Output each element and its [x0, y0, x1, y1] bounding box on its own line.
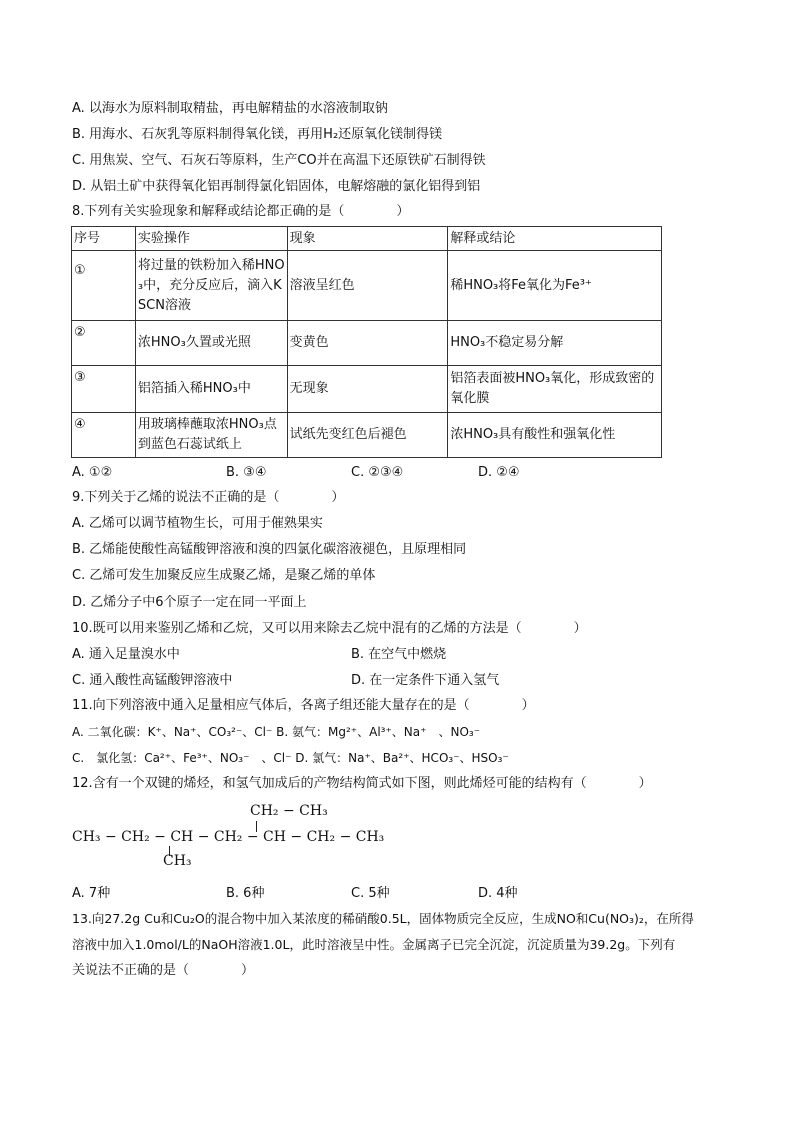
q11-options-cd: C. 氯化氢：Ca²⁺、Fe³⁺、NO₃⁻ 、Cl⁻ D. 氯气：Na⁺、Ba²⁺、HCO₃⁻、HSO₃⁻ [72, 751, 509, 765]
q12-option-d: D. 4种 [478, 886, 518, 901]
q12-option-a: A. 7种 [72, 886, 111, 901]
q8-table [71, 226, 662, 458]
q7-option-c: C. 用焦炭、空气、石灰石等原料，生产CO并在高温下还原铁矿石制得铁 [72, 153, 486, 168]
q12-branch-ethyl: CH₂ − CH₃ [250, 803, 328, 819]
q8-row4-phenomenon: 试纸先变红色后褪色 [287, 413, 448, 458]
q8-row2-op: 浓HNO₃久置或光照 [135, 321, 287, 366]
q12-stem: 12.含有一个双键的烯烃，和氢气加成后的产物结构简式如下图，则此烯烃可能的结构有（ ） [72, 776, 652, 791]
q12-main-chain: CH₃ − CH₂ − CH − CH₂ − CH − CH₂ − CH₃ [72, 829, 385, 845]
q8-header-row [72, 227, 662, 251]
q8-row2-explanation: HNO₃不稳定易分解 [448, 321, 662, 366]
q8-header-no: 序号 [72, 227, 136, 251]
q8-row1-op: 将过量的铁粉加入稀HNO₃中，充分反应后，滴入KSCN溶液 [135, 251, 287, 321]
q8-row4-no: ④ [72, 413, 136, 458]
q8-row3-phenomenon: 无现象 [287, 366, 448, 413]
q8-header-explanation: 解释或结论 [448, 227, 662, 251]
q13-line3: 关说法不正确的是（ ） [72, 963, 255, 978]
table-row [72, 413, 662, 458]
q13-line1: 13.向27.2g Cu和Cu₂O的混合物中加入某浓度的稀硝酸0.5L，固体物质完全反应，生成NO和Cu(NO₃)₂，在所得 [72, 911, 694, 926]
q8-row1-explanation: 稀HNO₃将Fe氧化为Fe³⁺ [448, 251, 662, 321]
q8-row3-explanation: 铝箔表面被HNO₃氧化，形成致密的氧化膜 [448, 366, 662, 413]
q10-option-b: B. 在空气中燃烧 [351, 647, 447, 662]
q10-stem: 10.既可以用来鉴别乙烯和乙烷，又可以用来除去乙烷中混有的乙烯的方法是（ ） [72, 621, 587, 636]
q8-row3-op: 铝箔插入稀HNO₃中 [135, 366, 287, 413]
q8-stem: 8.下列有关实验现象和解释或结论都正确的是（ ） [72, 204, 410, 219]
q10-option-a: A. 通入足量溴水中 [72, 647, 180, 662]
q8-row2-phenomenon: 变黄色 [287, 321, 448, 366]
table-row [72, 366, 662, 413]
q7-option-d: D. 从铝土矿中获得氧化铝再制得氯化铝固体，电解熔融的氯化铝得到铝 [72, 179, 481, 194]
q8-option-a: A. ①② [72, 465, 113, 480]
q8-row3-no: ③ [72, 366, 136, 413]
q8-option-d: D. ②④ [478, 465, 520, 480]
q9-option-a: A. 乙烯可以调节植物生长，可用于催熟果实 [72, 516, 323, 531]
q8-row4-op: 用玻璃棒蘸取浓HNO₃点到蓝色石蕊试纸上 [135, 413, 287, 458]
q9-stem: 9.下列关于乙烯的说法不正确的是（ ） [72, 490, 345, 505]
q9-option-c: C. 乙烯可发生加聚反应生成聚乙烯，是聚乙烯的单体 [72, 568, 376, 583]
q8-option-c: C. ②③④ [351, 465, 404, 480]
q9-option-b: B. 乙烯能使酸性高锰酸钾溶液和溴的四氯化碳溶液褪色，且原理相同 [72, 542, 467, 557]
q8-row1-phenomenon: 溶液呈红色 [287, 251, 448, 321]
q8-row2-no: ② [72, 321, 136, 366]
q10-option-d: D. 在一定条件下通入氢气 [351, 673, 500, 688]
table-row [72, 321, 662, 366]
q11-stem: 11.向下列溶液中通入足量相应气体后，各离子组还能大量存在的是（ ） [72, 698, 535, 713]
q13-line2: 溶液中加入1.0mol/L的NaOH溶液1.0L，此时溶液呈中性。金属离子已完全沉淀，沉淀质量为39.2g。下列有 [72, 937, 676, 952]
q11-options-ab: A. 二氧化碳：K⁺、Na⁺、CO₃²⁻、Cl⁻ B. 氨气：Mg²⁺、Al³⁺、Na⁺ 、NO₃⁻ [72, 725, 481, 739]
q7-option-a: A. 以海水为原料制取精盐，再电解精盐的水溶液制取钠 [72, 101, 388, 116]
q7-option-b: B. 用海水、石灰乳等原料制得氧化镁，再用H₂还原氧化镁制得镁 [72, 127, 443, 142]
q12-branch-methyl: CH₃ [163, 853, 192, 869]
q12-option-b: B. 6种 [226, 886, 265, 901]
q8-option-b: B. ③④ [226, 465, 267, 480]
q10-option-c: C. 通入酸性高锰酸钾溶液中 [72, 673, 233, 688]
q8-row4-explanation: 浓HNO₃具有酸性和强氧化性 [448, 413, 662, 458]
q8-row1-no: ① [72, 251, 136, 321]
q12-option-c: C. 5种 [351, 886, 390, 901]
table-row [72, 251, 662, 321]
q8-header-op: 实验操作 [135, 227, 287, 251]
q8-header-phenomenon: 现象 [287, 227, 448, 251]
q9-option-d: D. 乙烯分子中6个原子一定在同一平面上 [72, 595, 307, 610]
